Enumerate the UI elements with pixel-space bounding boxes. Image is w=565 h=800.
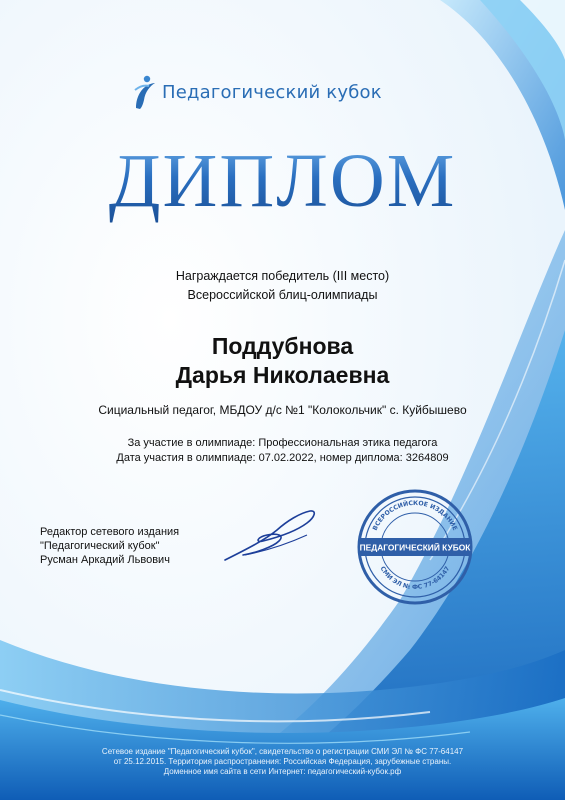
recipient-surname: Поддубнова [211,333,354,359]
logo-text: Педагогический кубок [162,81,382,103]
editor-title: Редактор сетевого издания [40,526,180,538]
editor-name: Русман Аркадий Львович [40,554,170,566]
diploma-title: ДИПЛОМ [0,138,565,225]
footer-domain: Доменное имя сайта в сети Интернет: педагогический-кубок.рф [163,767,402,776]
publication-stamp [356,488,474,606]
stamp-bottom-arc: СМИ ЭЛ № ФС 77-64147 [378,565,452,592]
stamp-top-arc: ВСЕРОССИЙСКОЕ ИЗДАНИЕ [371,499,459,532]
footer-territory: от 25.12.2015. Территория распространения: Российская Федерация, зарубежные страны. [113,757,452,766]
participation-topic: За участие в олимпиаде: Профессиональная этика педагога [127,437,438,449]
runner-icon [132,74,156,110]
stamp-banner: ПЕДАГОГИЧЕСКИЙ КУБОК [359,542,471,553]
brand-logo [132,72,392,112]
editor-publication: "Педагогический кубок" [40,540,160,552]
footer-registration: Сетевое издание "Педагогический кубок", свидетельство о регистрации СМИ ЭЛ № ФС 77-64147 [101,747,464,756]
award-line-2: Всероссийской блиц-олимпиады [187,288,378,302]
participation-date-number: Дата участия в олимпиаде: 07.02.2022, номер диплома: 3264809 [116,452,449,464]
recipient-given-names: Дарья Николаевна [175,362,390,388]
award-line-1: Награждается победитель (III место) [175,269,390,283]
recipient-position: Сициальный педагог, МБДОУ д/с №1 "Колокольчик" с. Куйбышево [98,403,467,417]
signature [215,505,325,565]
